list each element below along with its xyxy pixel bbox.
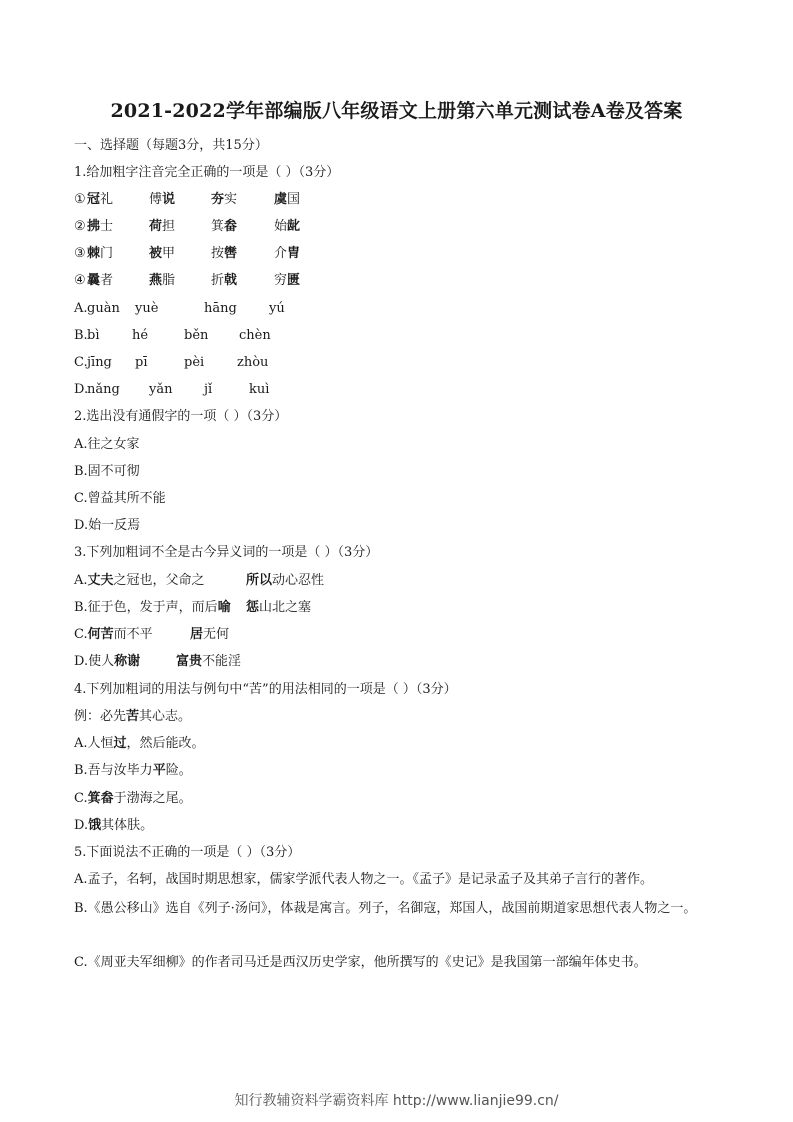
q1-item: 穷匮 [274, 273, 301, 288]
q2-option-b: B.固不可彻 [74, 464, 140, 479]
question-4-stem: 4.下列加粗词的用法与例句中“苦”的用法相同的一项是（ ）（3分） [74, 682, 457, 697]
section-heading: 一、选择题（每题3分，共15分） [74, 138, 268, 153]
q3-part-a: A.丈夫之冠也，父命之 [74, 573, 205, 588]
q1-item: 拂士 [87, 219, 114, 234]
pinyin: yǎn [149, 382, 173, 397]
q2-option-a: A.往之女家 [74, 437, 140, 452]
q2-option-c: C.曾益其所不能 [74, 491, 166, 506]
pinyin: guàn [87, 301, 120, 316]
q4-option-b: B.吾与汝毕力平险。 [74, 763, 192, 778]
q1-item: 介胄 [274, 246, 301, 261]
q3-part-b: 富贵不能淫 [176, 654, 242, 669]
q1-item: 按辔 [211, 246, 238, 261]
q3-part-b: 所以动心忍性 [246, 573, 325, 588]
footer-watermark: 知行教辅资料学霸资料库 http://www.lianjie99.cn/ [234, 1093, 559, 1109]
pinyin: nǎng [87, 382, 120, 397]
pinyin: zhòu [237, 355, 269, 370]
pinyin: běn [184, 328, 209, 343]
option-label: B. [74, 328, 88, 343]
pinyin: jīng [87, 355, 112, 370]
q1-row-num: ③ [74, 246, 86, 261]
pinyin: hāng [204, 301, 237, 316]
q1-row-num: ④ [74, 273, 86, 288]
pinyin: chèn [239, 328, 271, 343]
pinyin: jǐ [204, 382, 213, 397]
q5-option-a: A.孟子，名轲，战国时期思想家，儒家学派代表人物之一。《孟子》是记录孟子及其弟子言行的著作。 [74, 872, 654, 887]
q3-part-b: 居无何 [190, 627, 230, 642]
q1-item: 荷担 [149, 219, 176, 234]
q1-row-num: ② [74, 219, 86, 234]
pinyin: pī [135, 355, 148, 370]
q4-option-c: C.箕畚于渤海之尾。 [74, 791, 192, 806]
q1-row-num: ① [74, 192, 86, 207]
q1-item: 箕畚 [211, 219, 238, 234]
q1-item: 傅说 [149, 192, 176, 207]
q3-part-a: C.何苦而不平 [74, 627, 153, 642]
q1-item: 虞国 [274, 192, 301, 207]
pinyin: hé [132, 328, 149, 343]
page-title: 2021-2022学年部编版八年级语文上册第六单元测试卷A卷及答案 [110, 100, 683, 122]
q4-option-d: D.饿其体肤。 [74, 818, 154, 833]
q1-item: 棘门 [87, 246, 114, 261]
q1-item: 始龀 [274, 219, 301, 234]
q3-part-a: B.征于色，发于声，而后喻 [74, 600, 231, 615]
q3-part-b: 惩山北之塞 [246, 600, 312, 615]
q1-item: 曩者 [87, 273, 114, 288]
pinyin: bì [87, 328, 100, 343]
pinyin: yú [269, 301, 285, 316]
q2-option-d: D.始一反焉 [74, 518, 141, 533]
q4-option-a: A.人恒过，然后能改。 [74, 736, 205, 751]
pinyin: yuè [135, 301, 159, 316]
question-3-stem: 3.下列加粗词不全是古今异义词的一项是（ ）（3分） [74, 545, 379, 560]
q5-option-b: B.《愚公移山》选自《列子·汤问》，体裁是寓言。列子，名御寇，郑国人，战国前期道家思想代表人物之一。 [74, 901, 697, 916]
pinyin: pèi [184, 355, 205, 370]
q5-option-c: C.《周亚夫军细柳》的作者司马迁是西汉历史学家，他所撰写的《史记》是我国第一部编年体史书。 [74, 955, 647, 970]
option-label: C. [74, 355, 88, 370]
q1-item: 夯实 [211, 192, 238, 207]
q1-item: 折戟 [211, 273, 238, 288]
q1-item: 燕脂 [149, 273, 176, 288]
option-label: A. [74, 301, 88, 316]
q3-part-a: D.使人称谢 [74, 654, 141, 669]
q1-item: 被甲 [149, 246, 176, 261]
question-1-stem: 1.给加粗字注音完全正确的一项是（ ）（3分） [74, 165, 340, 180]
question-2-stem: 2.选出没有通假字的一项（ ）（3分） [74, 409, 288, 424]
question-5-stem: 5.下面说法不正确的一项是（ ）（3分） [74, 845, 301, 860]
q1-item: 冠礼 [87, 192, 114, 207]
option-label: D. [74, 382, 89, 397]
pinyin: kuì [249, 382, 270, 397]
q4-example: 例：必先苦其心志。 [74, 709, 192, 724]
